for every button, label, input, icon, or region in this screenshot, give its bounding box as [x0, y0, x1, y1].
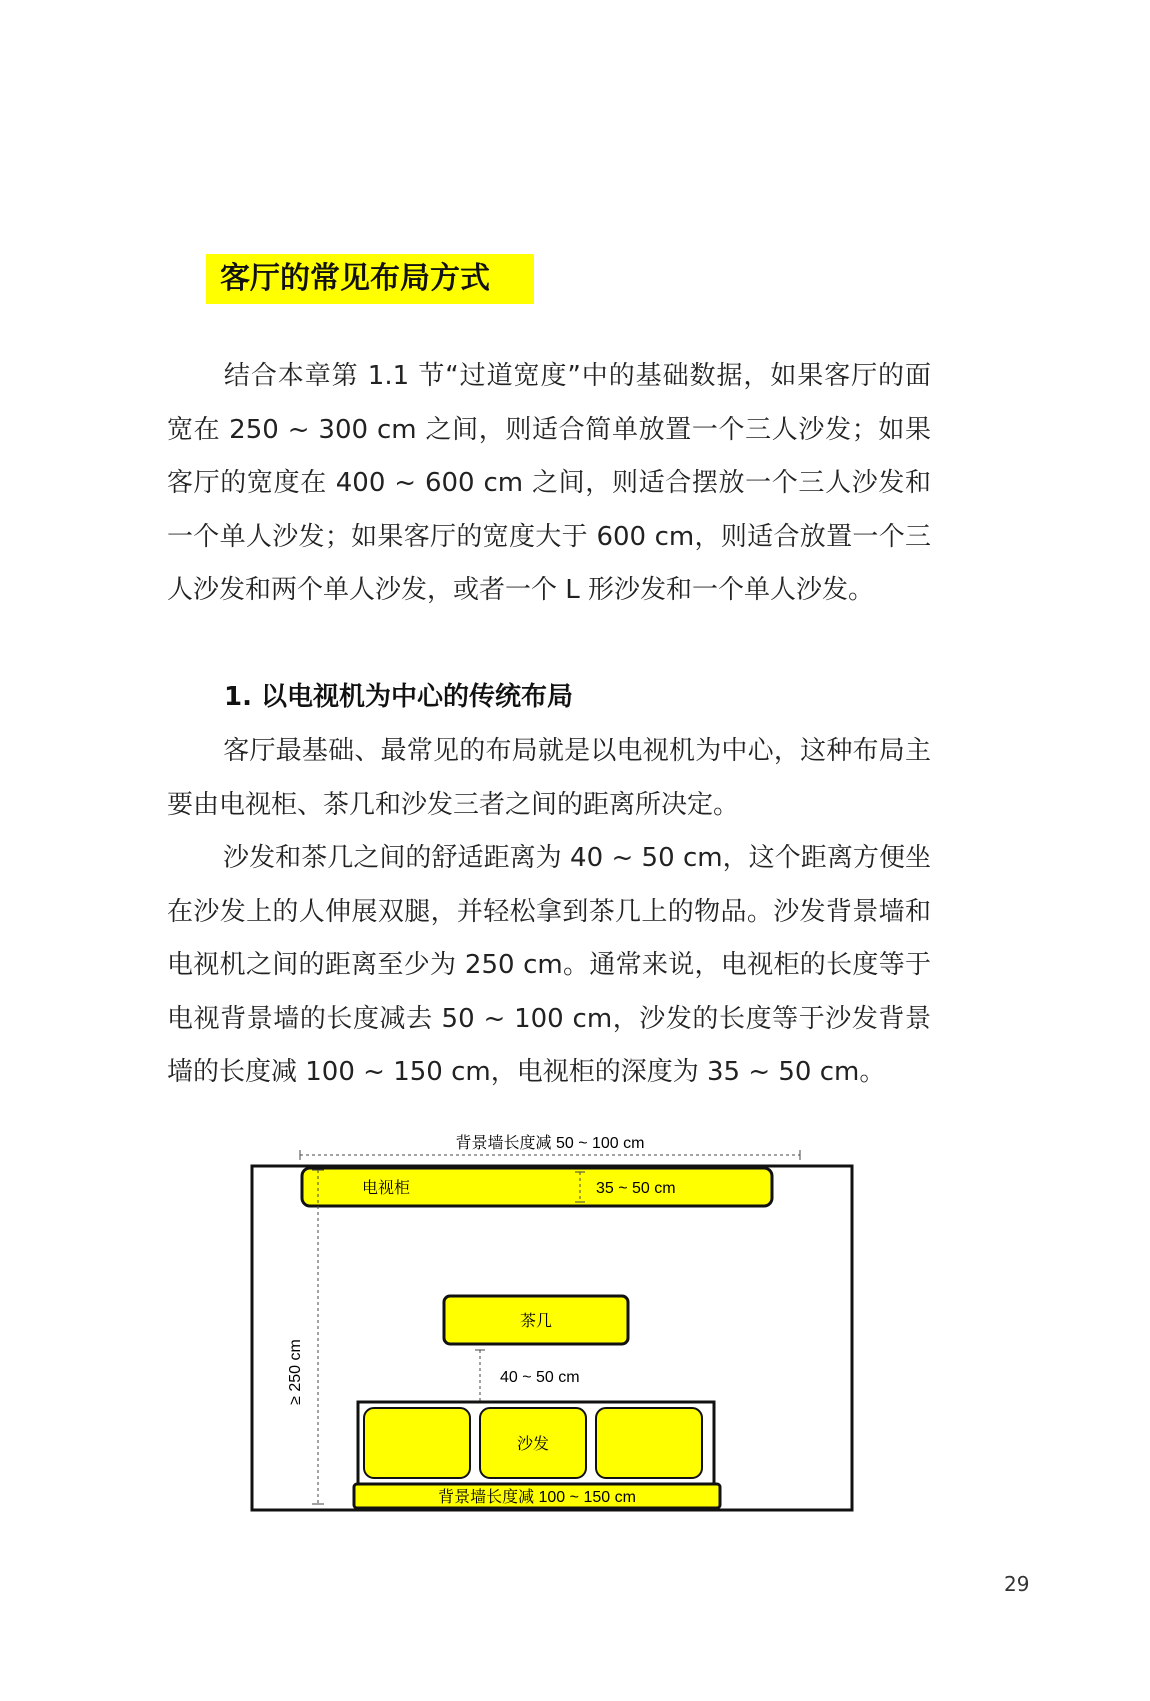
gap-label: 40 ~ 50 cm — [500, 1369, 580, 1386]
sofa-cushion-left — [364, 1408, 470, 1478]
coffee-table-label: 茶几 — [519, 1313, 553, 1330]
paragraph-3 — [167, 832, 931, 1100]
tv-depth-label: 35 ~ 50 cm — [596, 1180, 676, 1197]
paragraph-2-text: 客厅最基础、最常见的布局就是以电视机为中心，这种布局主要由电视柜、茶几和沙发三者之间的距离所决定。 — [167, 736, 931, 820]
section-title: 客厅的常见布局方式 — [206, 254, 534, 304]
sofa-cushion-right — [596, 1408, 702, 1478]
layout-diagram — [240, 1110, 860, 1520]
paragraph-3-text: 沙发和茶几之间的舒适距离为 40 ~ 50 cm，这个距离方便坐在沙发上的人伸展双腿，并轻松拿到茶几上的物品。沙发背景墙和电视机之间的距离至少为 250 cm。通常来说，电视柜的长度等于电视背景墙的长度减去 50 ~ 100 cm，沙发的长度等于沙发背景墙的长度减 100 ~ 150 cm，电视柜的深度为 35 ~ 50 cm。 — [167, 843, 931, 1087]
top-dimension-label: 背景墙长度减 50 ~ 100 cm — [455, 1135, 645, 1152]
side-dimension-label: ≥ 250 cm — [287, 1339, 304, 1405]
page-number: 29 — [1004, 1572, 1030, 1596]
paragraph-2 — [167, 725, 931, 832]
bottom-dimension-label: 背景墙长度减 100 ~ 150 cm — [438, 1489, 636, 1506]
intro-paragraph — [167, 350, 931, 618]
sofa-label: 沙发 — [516, 1436, 550, 1453]
subheading: 1. 以电视机为中心的传统布局 — [224, 682, 574, 712]
intro-text: 结合本章第 1.1 节“过道宽度”中的基础数据，如果客厅的面宽在 250 ~ 300 cm 之间，则适合简单放置一个三人沙发；如果客厅的宽度在 400 ~ 600 cm 之间，则适合摆放一个三人沙发和一个单人沙发；如果客厅的宽度大于 600 cm，则适合放置一个三人沙发和两个单人沙发，或者一个 L 形沙发和一个单人沙发。 — [167, 361, 931, 605]
tv-cabinet-label: 电视柜 — [362, 1180, 411, 1197]
